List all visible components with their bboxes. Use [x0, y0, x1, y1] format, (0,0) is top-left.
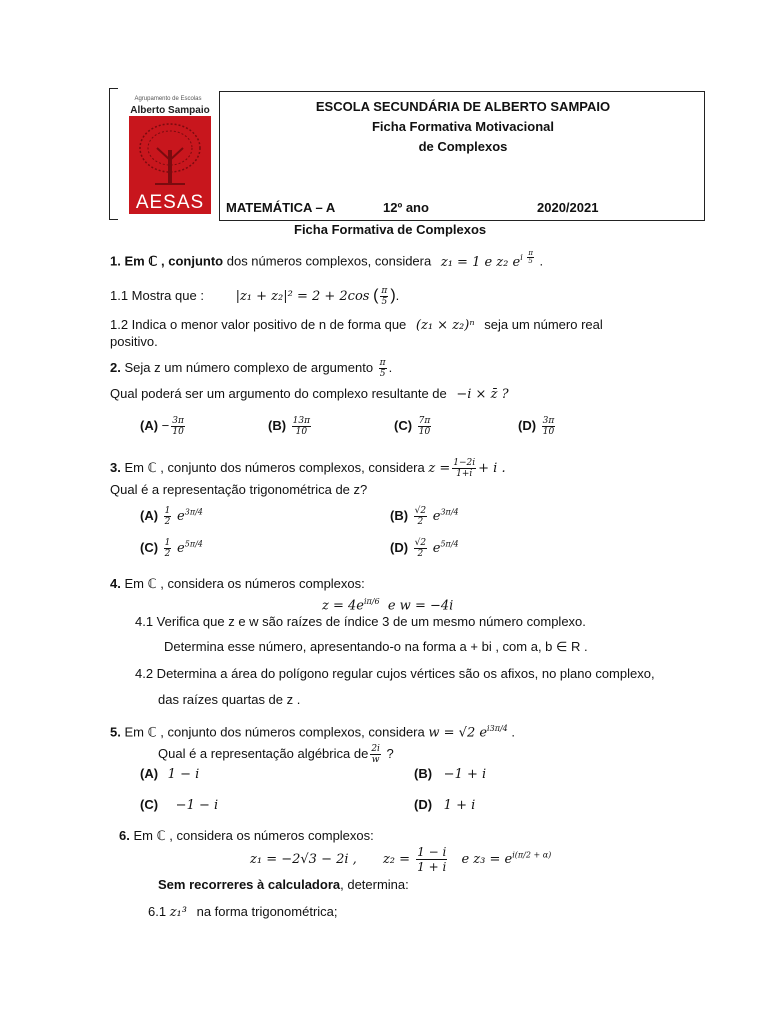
q11-label: 1.1 Mostra que :	[110, 287, 204, 303]
q12-math: (z₁ × z₂)ⁿ	[415, 318, 475, 333]
logo-acronym: AESAS	[135, 192, 205, 213]
q11-math: |z₁ + z₂|² = 2 + 2cos	[235, 288, 370, 304]
q1-exp: i π 5	[520, 249, 533, 265]
subject: MATEMÁTICA – A	[226, 200, 336, 215]
q2-option-b[interactable]: (B) $\frac{13\pi}{10}$	[268, 416, 311, 437]
q2-question: Qual poderá ser um argumento do complexo resultante de −i × z̄ ?	[110, 386, 509, 402]
q2-math: −i × z̄ ?	[456, 387, 509, 402]
document-title: Ficha Formativa de Complexos	[294, 222, 487, 237]
q1-math: z₁ = 1 e z₂ e	[440, 254, 521, 270]
tree-icon	[135, 120, 205, 190]
q12-text3: positivo.	[110, 334, 158, 349]
q3-option-d[interactable]: (D) $\frac{√2}{2}$ $e^{5\pi/4}$	[390, 538, 459, 559]
q4-1-text: 4.1 Verifica que z e w são raízes de índice 3 de um mesmo número complexo.	[135, 614, 586, 629]
logo-name: Alberto Sampaio	[130, 105, 210, 116]
q2-text: Seja z um número complexo de argumento	[124, 359, 374, 375]
logo-small-text: Agrupamento de Escolas	[134, 96, 202, 102]
q5-option-b[interactable]: (B) −1 + i	[414, 766, 487, 782]
q4-2-text-b: das raízes quartas de z .	[158, 692, 301, 707]
q3-option-c[interactable]: (C) $\frac{1}{2}$ $e^{5\pi/4}$	[140, 538, 203, 559]
q5-option-a[interactable]: (A) 1 − i	[140, 766, 200, 782]
sheet-title: Ficha Formativa Motivacional	[371, 119, 555, 134]
q5-option-c[interactable]: (C) −1 − i	[140, 797, 219, 813]
q2-option-d[interactable]: (D) $\frac{3\pi}{10}$	[518, 416, 555, 437]
q12-text: 1.2 Indica o menor valor positivo de n de forma que	[110, 317, 407, 332]
question-4: 4. Em ℂ , considera os números complexos:	[110, 576, 365, 591]
q2-option-c[interactable]: (C) $\frac{7\pi}{10}$	[394, 416, 431, 437]
school-year: 2020/2021	[537, 200, 599, 215]
question-6: 6. Em ℂ , considera os números complexos:	[119, 828, 374, 843]
q4-2-text: 4.2 Determina a área do polígono regular cujos vértices são os afixos, no plano complexo,	[135, 666, 655, 681]
q5-option-d[interactable]: (D) 1 + i	[414, 797, 476, 813]
q1-text-b: dos números complexos, considera	[226, 253, 432, 269]
q3-option-a[interactable]: (A) $\frac{1}{2}$ $e^{3\pi/4}$	[140, 506, 203, 527]
question-1-1: 1.1 Mostra que : |z₁ + z₂|² = 2 + 2cos ( $\frac{\pi}{5}$ ).	[110, 286, 400, 307]
q5-question: Qual é a representação algébrica de $\frac{2i}{w}$ ?	[158, 744, 394, 765]
q6-instruction: Sem recorreres à calculadora, determina:	[158, 877, 409, 892]
question-3: 3. Em ℂ , conjunto dos números complexos, considera z = $\frac{1-2i}{1+i}$ + i .	[110, 458, 506, 479]
question-1-2	[110, 317, 603, 333]
question-number: 2.	[110, 359, 121, 375]
q1-text-a: Em ℂ , conjunto	[124, 253, 224, 269]
question-1: 1. Em ℂ , conjunto dos números complexos, considera z₁ = 1 e z₂ $e^{i \frac{\pi}{5}}$ .	[110, 249, 544, 270]
q6-1: 6.1 z₁³ na forma trigonométrica;	[148, 904, 338, 920]
grade: 12º ano	[383, 200, 429, 215]
school-name: ESCOLA SECUNDÁRIA DE ALBERTO SAMPAIO	[315, 99, 611, 114]
q3-option-b[interactable]: (B) $\frac{√2}{2}$ $e^{3\pi/4}$	[390, 506, 459, 527]
q12-text2: seja um número real	[484, 317, 603, 332]
q2-option-a[interactable]: (A) − $\frac{3\pi}{10}$	[140, 416, 184, 437]
q6-math: z₁ = −2√3 − 2i , z₂ = $\frac{1 - i}{1 + i}$ e $z_3 = e^{i(\pi/2 + \alpha)}$	[250, 845, 552, 874]
question-2: 2. Seja z um número complexo de argumento $\frac{\pi}{5}$ .	[110, 358, 393, 379]
q3-question: Qual é a representação trigonométrica de z?	[110, 482, 368, 497]
sheet-subtitle: de Complexos	[418, 139, 508, 154]
question-number: 1.	[110, 253, 121, 269]
question-5: 5. Em ℂ , conjunto dos números complexos, considera w = √2 $e^{i3\pi/4}$ .	[110, 724, 515, 741]
school-logo	[129, 105, 211, 214]
header-bracket	[109, 88, 118, 220]
q4-math: $z = 4e^{i\pi/6}$ e w = −4i	[322, 597, 454, 614]
q4-1-text-b: Determina esse número, apresentando-o na forma a + bi , com a, b ∈ R .	[164, 639, 588, 654]
header-box	[219, 91, 705, 221]
